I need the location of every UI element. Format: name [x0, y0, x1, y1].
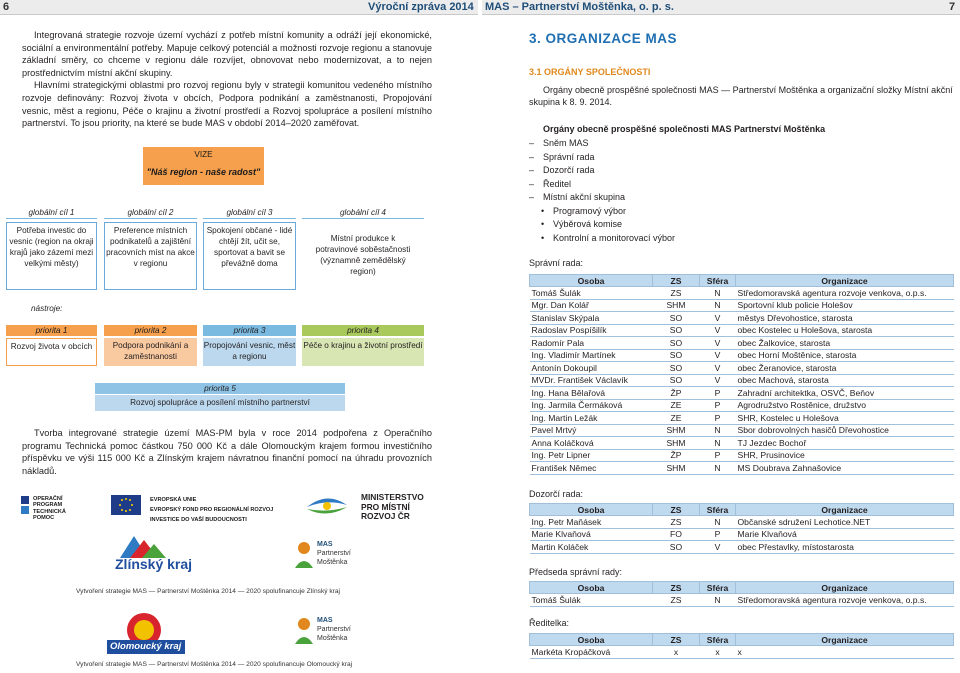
priority-1-box: Rozvoj života v obcích [6, 338, 97, 366]
predseda-header-row [530, 582, 954, 594]
table-row [530, 541, 954, 554]
table-row [530, 337, 954, 350]
th-sfera: Sféra [700, 634, 736, 646]
org-intro: Orgány obecně prospěšné společnosti MAS — Partnerství Moštěnka a organizační složky Místní akční skupina k 8. 9. 2014. [529, 85, 953, 107]
vision-text: "Náš region - naše radost" [146, 167, 261, 177]
goal-2-label: globální cíl 2 [104, 207, 197, 219]
cell-organizace: obec Machová, starosta [736, 374, 954, 387]
org-list-title: Orgány obecně prospěšné společnosti MAS Partnerství Moštěnka [543, 124, 826, 134]
ministry-line-1: MINISTERSTVO [361, 492, 424, 502]
priority-4-box: Péče o krajinu a životní prostředí [302, 338, 424, 366]
cell-osoba: Radomír Pala [530, 337, 653, 350]
table-row [530, 324, 954, 337]
eu-line-3: INVESTICE DO VAŠÍ BUDOUCNOSTI [150, 517, 247, 523]
right-page-number: 7 [949, 1, 956, 13]
cell-organizace: obec Kostelec u Holešova, starosta [736, 324, 954, 337]
cell-zs: ŽP [653, 449, 700, 462]
cell-osoba: Stanislav Skýpala [530, 312, 653, 325]
cell-zs: ZS [653, 287, 700, 300]
cell-sfera: V [700, 541, 736, 554]
cell-zs: SO [653, 349, 700, 362]
cell-sfera: P [700, 412, 736, 425]
org-subitem-1: • Programový výbor [529, 205, 675, 219]
eu-logo-text [150, 495, 273, 525]
cell-organizace: Sportovní klub policie Holešov [736, 299, 954, 312]
cell-organizace: Zahradní architektka, OSVČ, Beňov [736, 387, 954, 400]
cell-sfera: P [700, 449, 736, 462]
ministry-logo-icon [303, 493, 351, 519]
cell-zs: SO [653, 312, 700, 325]
ministry-line-3: ROZVOJ ČR [361, 511, 410, 521]
predseda-body [530, 594, 954, 607]
th-zs: ZS [653, 582, 700, 594]
cell-sfera: N [700, 437, 736, 450]
org-list [529, 137, 675, 245]
caption-zlin: Vytvoření strategie MAS — Partnerství Moštěnka 2014 — 2020 spolufinancuje Zlínský kraj [76, 588, 340, 595]
goal-4-label: globální cíl 4 [302, 207, 424, 219]
cell-osoba: Tomáš Šulák [530, 594, 653, 607]
cell-sfera: V [700, 312, 736, 325]
zlin-logo-text: Zlínský kraj [115, 556, 193, 572]
cell-zs: SHM [653, 299, 700, 312]
ministry-line-2: PRO MÍSTNÍ [361, 501, 410, 512]
goal-1-box: Potřeba investic do vesnic (region na okraji krajů jako zázemí mezi velkými městy) [6, 222, 97, 290]
op-tp-line-1: OPERAČNÍ [33, 496, 63, 502]
org-item-5: – Místní akční skupina [529, 191, 675, 205]
priority-5-label: priorita 5 [95, 383, 345, 394]
table-row [530, 299, 954, 312]
cell-osoba: František Němec [530, 462, 653, 475]
predseda-caption: Předseda správní rady: [529, 567, 623, 577]
cell-sfera: N [700, 287, 736, 300]
th-osoba: Osoba [530, 634, 653, 646]
table-row [530, 462, 954, 475]
cell-zs: ŽP [653, 387, 700, 400]
cell-osoba: Ing. Jarmila Čermáková [530, 399, 653, 412]
org-item-3: – Dozorčí rada [529, 164, 675, 178]
cell-zs: SHM [653, 424, 700, 437]
tools-label: nástroje: [31, 304, 63, 313]
dozor-header-row [530, 504, 954, 516]
mas2-line-1: MAS [317, 617, 333, 624]
cell-zs: FO [653, 528, 700, 541]
cell-zs: ZS [653, 594, 700, 607]
cell-zs: SO [653, 337, 700, 350]
cell-sfera: x [700, 646, 736, 659]
table-row [530, 312, 954, 325]
table-row [530, 412, 954, 425]
vision-label: VIZE [194, 150, 213, 159]
cell-sfera: V [700, 374, 736, 387]
reditel-table [529, 633, 954, 659]
priority-5-box: Rozvoj spolupráce a posílení místního partnerství [95, 395, 345, 411]
cell-sfera: N [700, 594, 736, 607]
table-row [530, 528, 954, 541]
ministry-logo-text [361, 493, 424, 522]
priority-2-label: priorita 2 [104, 325, 197, 336]
priority-3-box: Propojování vesnic, měst a regionu [203, 338, 296, 366]
op-tp-logo-icon-2 [21, 506, 29, 514]
th-organizace: Organizace [736, 275, 954, 287]
cell-sfera: P [700, 399, 736, 412]
cell-organizace: Marie Klvaňová [736, 528, 954, 541]
sprava-body [530, 287, 954, 475]
op-tp-line-4: POMOC [33, 515, 55, 522]
cell-sfera: V [700, 362, 736, 375]
cell-osoba: Tomáš Šulák [530, 287, 653, 300]
op-tp-line-3: TECHNICKÁ [33, 508, 66, 515]
mas-logo-icon-2 [293, 616, 315, 646]
mas1-line-1: MAS [317, 541, 333, 548]
cell-osoba: Antonín Dokoupil [530, 362, 653, 375]
subsection-heading: 3.1 ORGÁNY SPOLEČNOSTI [529, 67, 651, 77]
cell-organizace: x [736, 646, 954, 659]
dozor-caption: Dozorčí rada: [529, 489, 584, 499]
table-row [530, 287, 954, 300]
table-row [530, 646, 954, 659]
table-row [530, 374, 954, 387]
mas1-line-2: Partnerství [317, 550, 351, 557]
op-tp-line-2: PROGRAM [33, 502, 63, 509]
th-sfera: Sféra [700, 504, 736, 516]
dozor-table [529, 503, 954, 554]
cell-osoba: Ing. Petr Maňásek [530, 516, 653, 529]
priority-3-label: priorita 3 [203, 325, 296, 336]
mas-logo-text-2 [317, 616, 351, 643]
cell-osoba: Ing. Vladimír Martínek [530, 349, 653, 362]
goal-1-label: globální cíl 1 [6, 207, 97, 219]
section-heading: 3. ORGANIZACE MAS [529, 31, 678, 46]
cell-organizace: Občanské sdružení Lechotice.NET [736, 516, 954, 529]
dozor-body [530, 516, 954, 554]
cell-osoba: MVDr. František Václavík [530, 374, 653, 387]
intro-paragraph-2: Hlavními strategickými oblastmi pro rozvoj regionu byly v strategii komunitou vedeného místního rozvoje definovány: Rozvoj života v obcích, Podpora podnikání a zaměstnanosti, Propojování vesnic, měst a regionu, Péče o krajinu a životní prostředí a Rozvoj spolupráce a posílení místního partnerství. To jsou priority, na které se bude MAS v období 2014–2020 zaměřovat. [22, 80, 432, 129]
cell-sfera: P [700, 387, 736, 400]
cell-osoba: Ing. Hana Bělařová [530, 387, 653, 400]
cell-organizace: obec Žalkovice, starosta [736, 337, 954, 350]
th-osoba: Osoba [530, 582, 653, 594]
table-row [530, 349, 954, 362]
sprava-header-row [530, 275, 954, 287]
priority-2-box: Podpora podnikání a zaměstnanosti [104, 338, 197, 366]
cell-organizace: městys Dřevohostice, starosta [736, 312, 954, 325]
org-subitem-3: • Kontrolní a monitorovací výbor [529, 232, 675, 246]
cell-organizace: obec Horní Moštěnice, starosta [736, 349, 954, 362]
cell-zs: SHM [653, 437, 700, 450]
left-page-number: 6 [3, 1, 10, 13]
cell-sfera: N [700, 516, 736, 529]
cell-sfera: N [700, 299, 736, 312]
cell-organizace: TJ Jezdec Bochoř [736, 437, 954, 450]
funding-text [22, 427, 432, 477]
th-organizace: Organizace [736, 582, 954, 594]
cell-osoba: Marie Klvaňová [530, 528, 653, 541]
reditel-header-row [530, 634, 954, 646]
sprava-caption: Správní rada: [529, 258, 584, 268]
predseda-table [529, 581, 954, 607]
op-tp-logo-icon [21, 496, 29, 504]
mas2-line-3: Moštěnka [317, 635, 348, 642]
eu-line-2: EVROPSKÝ FOND PRO REGIONÁLNÍ ROZVOJ [150, 507, 274, 513]
olomouc-logo-text: Olomoucký kraj [110, 641, 182, 652]
cell-sfera: V [700, 337, 736, 350]
reditel-caption: Ředitelka: [529, 618, 570, 628]
priority-4-label: priorita 4 [302, 325, 424, 336]
cell-zs: x [653, 646, 700, 659]
intro-text [22, 29, 432, 130]
th-sfera: Sféra [700, 275, 736, 287]
caption-olomouc: Vytvoření strategie MAS — Partnerství Moštěnka 2014 — 2020 spolufinancuje Olomoucký kraj [76, 661, 353, 668]
th-osoba: Osoba [530, 275, 653, 287]
mas-logo-text-1 [317, 540, 351, 567]
cell-zs: ZS [653, 516, 700, 529]
table-row [530, 437, 954, 450]
cell-organizace: Středomoravská agentura rozvoje venkova, o.p.s. [736, 287, 954, 300]
cell-sfera: N [700, 462, 736, 475]
th-zs: ZS [653, 634, 700, 646]
table-row [530, 516, 954, 529]
cell-organizace: MS Doubrava Zahnašovice [736, 462, 954, 475]
cell-osoba: Anna Koláčková [530, 437, 653, 450]
table-row [530, 424, 954, 437]
th-organizace: Organizace [736, 634, 954, 646]
sprava-table [529, 274, 954, 475]
cell-osoba: Radoslav Pospíšilík [530, 324, 653, 337]
table-row [530, 399, 954, 412]
th-sfera: Sféra [700, 582, 736, 594]
priority-1-label: priorita 1 [6, 325, 97, 336]
cell-organizace: SHR, Prusinovice [736, 449, 954, 462]
cell-osoba: Mgr. Dan Kolář [530, 299, 653, 312]
cell-organizace: Středomoravská agentura rozvoje venkova, o.p.s. [736, 594, 954, 607]
cell-osoba: Markéta Kropáčková [530, 646, 653, 659]
th-zs: ZS [653, 504, 700, 516]
goal-3-box: Spokojení občané - lidé chtějí žít, učit se, sportovat a bavit se převážně doma [203, 222, 296, 290]
cell-organizace: SHR, Kostelec u Holešova [736, 412, 954, 425]
right-header-title: MAS – Partnerství Moštěnka, o. p. s. [485, 1, 674, 13]
th-organizace: Organizace [736, 504, 954, 516]
th-zs: ZS [653, 275, 700, 287]
zlin-logo-icon [120, 536, 210, 558]
cell-sfera: P [700, 528, 736, 541]
cell-zs: SHM [653, 462, 700, 475]
cell-organizace: Agrodružstvo Rostěnice, družstvo [736, 399, 954, 412]
cell-organizace: obec Žeranovice, starosta [736, 362, 954, 375]
goal-3-label: globální cíl 3 [203, 207, 296, 219]
table-row [530, 387, 954, 400]
table-row [530, 449, 954, 462]
cell-zs: SO [653, 374, 700, 387]
vision-box [143, 147, 264, 185]
mas-logo-icon-1 [293, 540, 315, 570]
org-item-2: – Správní rada [529, 151, 675, 165]
cell-organizace: obec Přestavlky, místostarosta [736, 541, 954, 554]
table-row [530, 594, 954, 607]
org-subitem-2: • Výběrová komise [529, 218, 675, 232]
cell-zs: SO [653, 362, 700, 375]
intro-paragraph-1: Integrovaná strategie rozvoje území vychází z potřeb místní komunity a odráží její ekonomické, sociální a environmentální potřeby. Mapuje celkový potenciál a možnosti rozvoje regionu a stanovuje základní směry, co chceme v regionu dále rozvíjet, obnovovat nebo modernizovat, a to nejen prostřednictvím místní akční skupiny. [22, 30, 432, 78]
mas2-line-2: Partnerství [317, 626, 351, 633]
cell-organizace: Sbor dobrovolných hasičů Dřevohostice [736, 424, 954, 437]
cell-osoba: Pavel Mrtvý [530, 424, 653, 437]
org-item-4: – Ředitel [529, 178, 675, 192]
funding-paragraph: Tvorba integrované strategie území MAS-PM byla v roce 2014 podpořena z Operačního programu Technická pomoc částkou 750 000 Kč a dále Olomouckým krajem formou investičního příspěvku ve výši 115 000 Kč a Zlínským krajem návratnou finanční pomocí na úhradu provozních nákladů. [22, 428, 432, 476]
cell-zs: SO [653, 541, 700, 554]
eu-line-1: EVROPSKÁ UNIE [150, 497, 197, 503]
cell-sfera: V [700, 324, 736, 337]
th-osoba: Osoba [530, 504, 653, 516]
goal-4-box: Místní produkce k potravinové soběstačnosti (významně zemědělský region) [313, 231, 413, 286]
cell-zs: SO [653, 324, 700, 337]
table-row [530, 362, 954, 375]
reditel-body [530, 646, 954, 659]
cell-osoba: Martin Koláček [530, 541, 653, 554]
cell-zs: ZE [653, 412, 700, 425]
left-header-title: Výroční zpráva 2014 [368, 1, 474, 13]
org-item-1: – Sněm MAS [529, 137, 675, 151]
cell-sfera: N [700, 424, 736, 437]
eu-flag-icon [111, 495, 141, 515]
cell-osoba: Ing. Martin Ležák [530, 412, 653, 425]
cell-zs: ZE [653, 399, 700, 412]
op-tp-logo-text [33, 496, 66, 522]
goal-2-box: Preference místních podnikatelů a zajištění pracovních míst na akce v regionu [104, 222, 197, 290]
mas1-line-3: Moštěnka [317, 559, 348, 566]
cell-sfera: V [700, 349, 736, 362]
cell-osoba: Ing. Petr Lipner [530, 449, 653, 462]
